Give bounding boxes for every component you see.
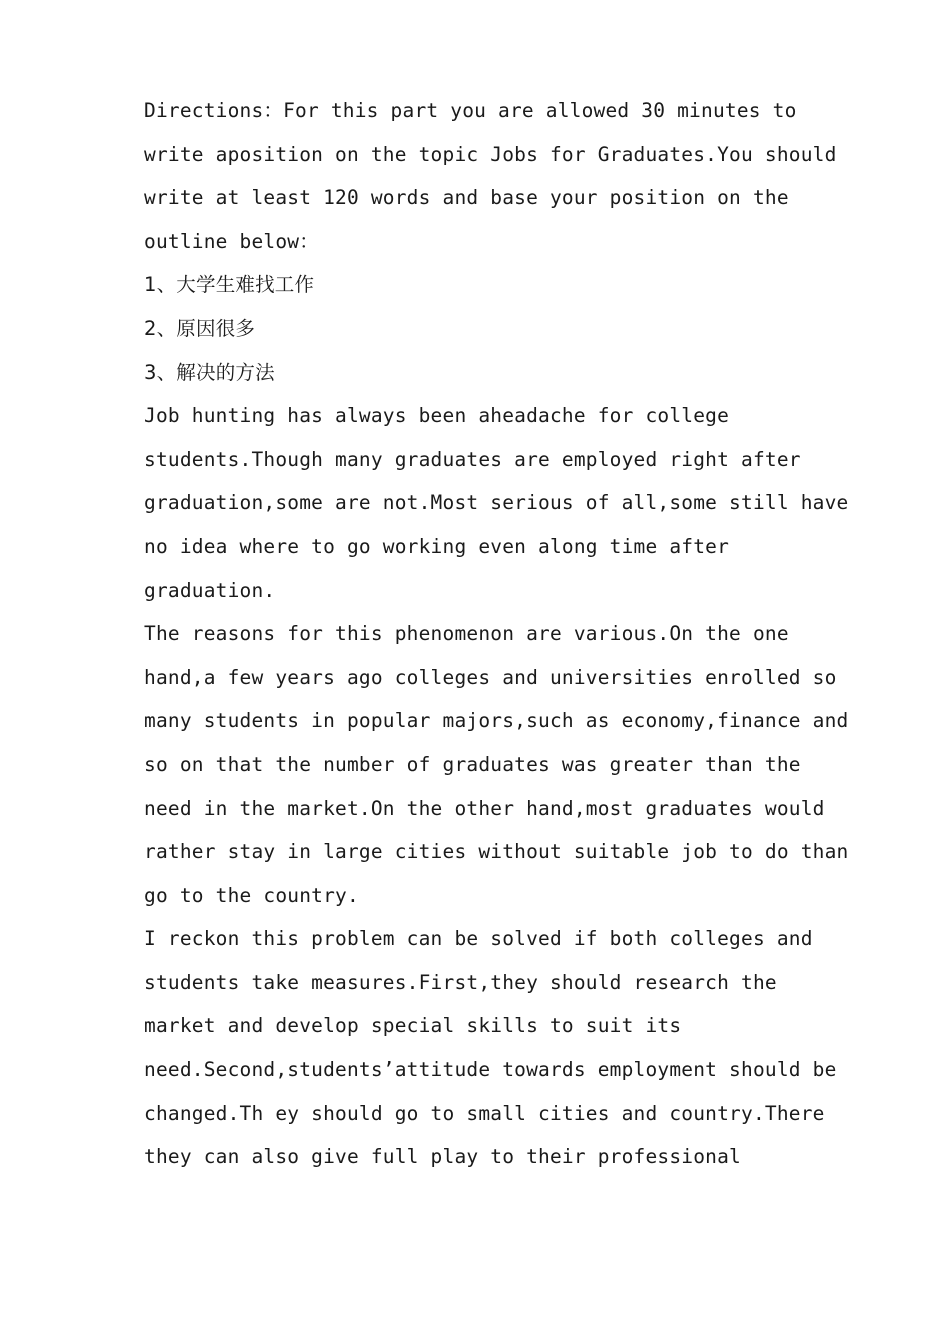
- text-line: changed.Th ey should go to small cities and country.There: [144, 1101, 825, 1125]
- text-line: need.Second,students’attitude towards employment should be: [144, 1058, 837, 1082]
- outline-item: 3、解决的方法: [144, 360, 275, 384]
- text-line: go to the country.: [144, 883, 359, 907]
- paragraph-3: [144, 917, 837, 1179]
- text-line: The reasons for this phenomenon are various.On the one: [144, 622, 789, 646]
- text-line: rather stay in large cities without suitable job to do than: [144, 840, 849, 864]
- text-line: Job hunting has always been aheadache for college: [144, 404, 730, 428]
- text-line: I reckon this problem can be solved if both colleges and: [144, 927, 813, 951]
- outline-item: 2、原因很多: [144, 316, 256, 340]
- directions-line: Directions：For this part you are allowed 30 minutes to: [144, 99, 797, 122]
- outline-list: [144, 263, 824, 394]
- text-line: students take measures.First,they should research the: [144, 970, 777, 994]
- text-line: students.Though many graduates are employed right after: [144, 447, 801, 471]
- text-line: many students in popular majors,such as economy,finance and: [144, 709, 849, 733]
- text-line: graduation,some are not.Most serious of all,some still have: [144, 491, 849, 515]
- directions-line: outline below：: [144, 229, 319, 253]
- paragraph-1: [144, 394, 849, 612]
- essay-body: [144, 89, 849, 1179]
- text-line: they can also give full play to their professional: [144, 1145, 741, 1169]
- text-line: graduation.: [144, 578, 276, 602]
- outline-item: 1、大学生难找工作: [144, 273, 315, 297]
- paragraph-2: [144, 612, 849, 917]
- directions-block: [144, 89, 837, 263]
- text-line: so on that the number of graduates was greater than the: [144, 752, 801, 776]
- text-line: market and develop special skills to suit its: [144, 1014, 682, 1038]
- directions-line: write at least 120 words and base your position on the: [144, 186, 789, 210]
- text-line: need in the market.On the other hand,most graduates would: [144, 796, 825, 820]
- directions-line: write aposition on the topic Jobs for Graduates.You should: [144, 142, 837, 166]
- text-line: hand,a few years ago colleges and universities enrolled so: [144, 665, 837, 689]
- text-line: no idea where to go working even along time after: [144, 534, 730, 558]
